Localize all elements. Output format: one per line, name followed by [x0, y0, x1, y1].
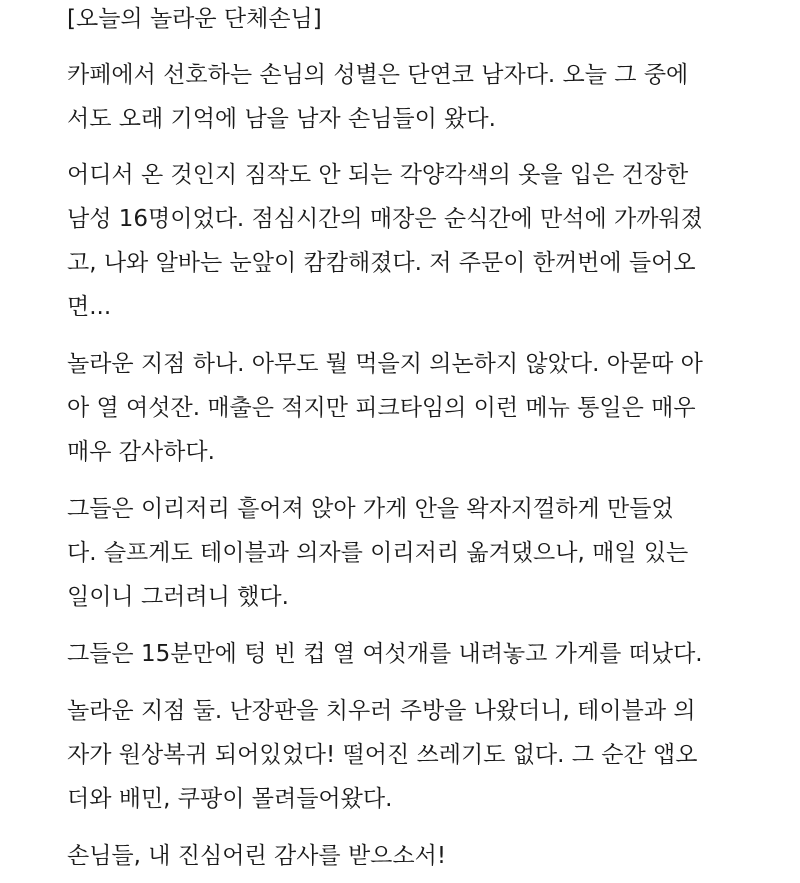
paragraph-line: 카페에서 선호하는 손님의 성별은 단연코 남자다. 오늘 그 중에	[67, 62, 689, 88]
paragraph-line: 고, 나와 알바는 눈앞이 캄캄해졌다. 저 주문이 한꺼번에 들어오	[67, 250, 696, 276]
post-title: [오늘의 놀라운 단체손님]	[67, 6, 322, 32]
paragraph-line: 다. 슬프게도 테이블과 의자를 이리저리 옮겨댔으나, 매일 있는	[67, 540, 689, 566]
paragraph-line: 일이니 그러려니 했다.	[67, 584, 289, 610]
paragraph-line: 놀라운 지점 둘. 난장판을 치우러 주방을 나왔더니, 테이블과 의	[67, 698, 696, 724]
paragraph-line: 자가 원상복귀 되어있었다! 떨어진 쓰레기도 없다. 그 순간 앱오	[67, 742, 698, 768]
paragraph-line: 남성 16명이었다. 점심시간의 매장은 순식간에 만석에 가까워졌	[67, 206, 703, 232]
paragraph-line: 그들은 15분만에 텅 빈 컵 열 여섯개를 내려놓고 가게를 떠났다.	[67, 641, 703, 667]
paragraph-line: 더와 배민, 쿠팡이 몰려들어왔다.	[67, 786, 393, 812]
paragraph-line: 매우 감사하다.	[67, 439, 215, 465]
paragraph-line: 놀라운 지점 하나. 아무도 뭘 먹을지 의논하지 않았다. 아묻따 아	[67, 351, 703, 377]
paragraph-line: 아 열 여섯잔. 매출은 적지만 피크타임의 이런 메뉴 통일은 매우	[67, 395, 696, 421]
paragraph-line: 서도 오래 기억에 남을 남자 손님들이 왔다.	[67, 106, 496, 132]
paragraph-line: 그들은 이리저리 흩어져 앉아 가게 안을 왁자지껄하게 만들었	[67, 496, 674, 522]
paragraph-line: 어디서 온 것인지 짐작도 안 되는 각양각색의 옷을 입은 건장한	[67, 162, 689, 188]
paragraph-line: 면...	[67, 294, 112, 320]
paragraph-line: 손님들, 내 진심어린 감사를 받으소서!	[67, 843, 447, 869]
